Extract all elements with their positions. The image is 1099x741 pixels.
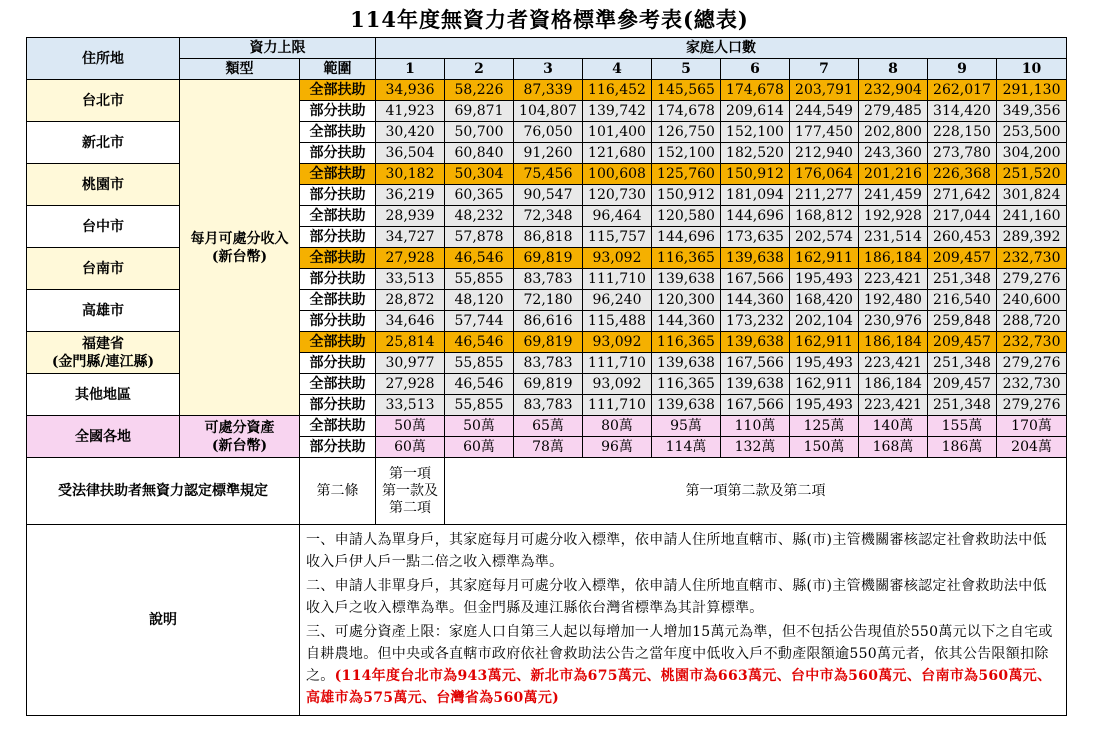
income-limit-value: 100,608 <box>583 164 652 185</box>
income-limit-value: 217,044 <box>928 206 997 227</box>
income-limit-value: 349,356 <box>997 101 1067 122</box>
income-limit-value: 232,730 <box>997 374 1067 395</box>
income-limit-value: 162,911 <box>790 332 859 353</box>
income-limit-value: 232,904 <box>859 80 928 101</box>
income-limit-value: 279,276 <box>997 269 1067 290</box>
income-limit-value: 69,871 <box>445 101 514 122</box>
income-limit-value: 27,928 <box>376 374 445 395</box>
income-limit-value: 46,546 <box>445 248 514 269</box>
income-limit-value: 228,150 <box>928 122 997 143</box>
household-count-header: 4 <box>583 59 652 80</box>
income-limit-value: 30,420 <box>376 122 445 143</box>
income-limit-value: 34,936 <box>376 80 445 101</box>
asset-limit-value: 60萬 <box>376 437 445 458</box>
scope-label: 全部扶助 <box>300 332 376 353</box>
law-clause-line: 第二項 <box>389 499 431 516</box>
income-limit-value: 58,226 <box>445 80 514 101</box>
income-limit-value: 93,092 <box>583 374 652 395</box>
income-limit-value: 186,184 <box>859 248 928 269</box>
scope-label: 部分扶助 <box>300 185 376 206</box>
income-limit-value: 209,614 <box>721 101 790 122</box>
asset-limit-value: 65萬 <box>514 416 583 437</box>
income-limit-value: 150,912 <box>721 164 790 185</box>
header-household: 家庭人口數 <box>376 38 1067 59</box>
scope-label: 全部扶助 <box>300 416 376 437</box>
income-limit-value: 251,520 <box>997 164 1067 185</box>
household-count-header: 5 <box>652 59 721 80</box>
income-limit-value: 36,219 <box>376 185 445 206</box>
income-limit-value: 244,549 <box>790 101 859 122</box>
scope-label: 部分扶助 <box>300 353 376 374</box>
region-name-line: 台南市 <box>82 260 124 277</box>
law-article-2: 第二條 <box>300 458 376 525</box>
income-limit-value: 279,485 <box>859 101 928 122</box>
income-limit-value: 50,304 <box>445 164 514 185</box>
income-limit-value: 203,791 <box>790 80 859 101</box>
income-limit-value: 72,348 <box>514 206 583 227</box>
income-limit-value: 48,232 <box>445 206 514 227</box>
income-limit-value: 111,710 <box>583 395 652 416</box>
income-limit-value: 271,642 <box>928 185 997 206</box>
note-3 <box>306 621 1060 709</box>
income-limit-value: 48,120 <box>445 290 514 311</box>
income-limit-value: 96,240 <box>583 290 652 311</box>
income-limit-value: 195,493 <box>790 269 859 290</box>
income-limit-value: 116,365 <box>652 332 721 353</box>
page-title: 114年度無資力者資格標準參考表(總表) <box>350 7 749 32</box>
scope-label: 全部扶助 <box>300 206 376 227</box>
scope-label: 全部扶助 <box>300 122 376 143</box>
region-name-line: 其他地區 <box>75 386 131 403</box>
law-clause-line: 第一款及 <box>382 482 438 499</box>
asset-region-name: 全國各地 <box>27 416 180 458</box>
household-count-header: 7 <box>790 59 859 80</box>
income-limit-value: 57,744 <box>445 311 514 332</box>
income-type-line: 每月可處分收入 <box>190 230 289 247</box>
region-name-line: 新北市 <box>82 134 124 151</box>
scope-label: 全部扶助 <box>300 248 376 269</box>
income-limit-value: 144,360 <box>721 290 790 311</box>
income-limit-value: 253,500 <box>997 122 1067 143</box>
income-limit-value: 279,276 <box>997 353 1067 374</box>
income-limit-value: 251,348 <box>928 353 997 374</box>
income-limit-value: 232,730 <box>997 332 1067 353</box>
income-limit-value: 202,800 <box>859 122 928 143</box>
income-limit-value: 96,464 <box>583 206 652 227</box>
income-limit-value: 152,100 <box>721 122 790 143</box>
income-limit-value: 139,638 <box>721 374 790 395</box>
household-count-header: 9 <box>928 59 997 80</box>
income-limit-value: 260,453 <box>928 227 997 248</box>
income-limit-value: 126,750 <box>652 122 721 143</box>
income-limit-value: 262,017 <box>928 80 997 101</box>
income-limit-value: 104,807 <box>514 101 583 122</box>
income-limit-value: 139,742 <box>583 101 652 122</box>
region-name-line: 台北市 <box>82 92 124 109</box>
asset-limit-value: 50萬 <box>445 416 514 437</box>
income-limit-value: 86,818 <box>514 227 583 248</box>
notes-label: 說明 <box>27 525 300 716</box>
scope-label: 部分扶助 <box>300 395 376 416</box>
income-limit-value: 75,456 <box>514 164 583 185</box>
notes-row <box>27 525 1067 716</box>
table-row <box>27 80 1067 101</box>
asset-limit-value: 125萬 <box>790 416 859 437</box>
income-limit-value: 202,104 <box>790 311 859 332</box>
income-limit-value: 232,730 <box>997 248 1067 269</box>
region-name-line: 福建省 <box>82 335 124 352</box>
header-scope: 範圍 <box>300 59 376 80</box>
income-limit-value: 83,783 <box>514 269 583 290</box>
income-limit-value: 181,094 <box>721 185 790 206</box>
income-limit-value: 57,878 <box>445 227 514 248</box>
household-count-header: 1 <box>376 59 445 80</box>
income-limit-value: 25,814 <box>376 332 445 353</box>
law-clause-line: 第一項 <box>389 465 431 482</box>
household-count-header: 8 <box>859 59 928 80</box>
income-limit-value: 30,977 <box>376 353 445 374</box>
income-limit-value: 93,092 <box>583 332 652 353</box>
income-limit-value: 101,400 <box>583 122 652 143</box>
income-limit-value: 162,911 <box>790 374 859 395</box>
income-type-cell <box>180 80 300 416</box>
income-limit-value: 144,360 <box>652 311 721 332</box>
income-limit-value: 120,730 <box>583 185 652 206</box>
income-limit-value: 226,368 <box>928 164 997 185</box>
income-limit-value: 36,504 <box>376 143 445 164</box>
law-clause-2: 第一項第二款及第二項 <box>445 458 1067 525</box>
income-limit-value: 55,855 <box>445 395 514 416</box>
region-name-line: 高雄市 <box>82 302 124 319</box>
asset-limit-value: 132萬 <box>721 437 790 458</box>
income-limit-value: 116,365 <box>652 374 721 395</box>
income-limit-value: 167,566 <box>721 353 790 374</box>
income-limit-value: 314,420 <box>928 101 997 122</box>
income-limit-value: 251,348 <box>928 395 997 416</box>
income-limit-value: 50,700 <box>445 122 514 143</box>
income-limit-value: 60,365 <box>445 185 514 206</box>
income-limit-value: 46,546 <box>445 374 514 395</box>
notes-text <box>300 525 1067 716</box>
income-limit-value: 223,421 <box>859 353 928 374</box>
income-limit-value: 150,912 <box>652 185 721 206</box>
asset-limit-value: 114萬 <box>652 437 721 458</box>
region-name <box>27 164 180 206</box>
income-limit-value: 230,976 <box>859 311 928 332</box>
asset-limit-value: 140萬 <box>859 416 928 437</box>
asset-limit-value: 60萬 <box>445 437 514 458</box>
income-limit-value: 115,757 <box>583 227 652 248</box>
income-limit-value: 162,911 <box>790 248 859 269</box>
scope-label: 全部扶助 <box>300 164 376 185</box>
scope-label: 部分扶助 <box>300 311 376 332</box>
income-limit-value: 125,760 <box>652 164 721 185</box>
income-limit-value: 209,457 <box>928 332 997 353</box>
income-limit-value: 115,488 <box>583 311 652 332</box>
income-limit-value: 116,365 <box>652 248 721 269</box>
income-limit-value: 301,824 <box>997 185 1067 206</box>
income-limit-value: 33,513 <box>376 395 445 416</box>
scope-label: 全部扶助 <box>300 80 376 101</box>
income-limit-value: 28,872 <box>376 290 445 311</box>
income-limit-value: 46,546 <box>445 332 514 353</box>
asset-limit-value: 150萬 <box>790 437 859 458</box>
income-limit-value: 192,480 <box>859 290 928 311</box>
region-name <box>27 290 180 332</box>
income-limit-value: 145,565 <box>652 80 721 101</box>
income-limit-value: 174,678 <box>652 101 721 122</box>
income-limit-value: 216,540 <box>928 290 997 311</box>
income-limit-value: 202,574 <box>790 227 859 248</box>
income-limit-value: 69,819 <box>514 248 583 269</box>
asset-limit-value: 170萬 <box>997 416 1067 437</box>
income-limit-value: 55,855 <box>445 353 514 374</box>
asset-type-cell <box>180 416 300 458</box>
note-1: 一、申請人為單身戶，其家庭每月可處分收入標準，依申請人住所地直轄市、縣(市)主管機關審核認定社會救助法中低收入戶伊人戶一點二倍之收入標準為準。 <box>306 532 1047 570</box>
income-limit-value: 90,547 <box>514 185 583 206</box>
income-limit-value: 139,638 <box>721 248 790 269</box>
income-limit-value: 69,819 <box>514 374 583 395</box>
income-limit-value: 174,678 <box>721 80 790 101</box>
income-limit-value: 34,646 <box>376 311 445 332</box>
income-limit-value: 139,638 <box>652 353 721 374</box>
income-limit-value: 288,720 <box>997 311 1067 332</box>
income-limit-value: 241,459 <box>859 185 928 206</box>
region-name <box>27 374 180 416</box>
income-limit-value: 34,727 <box>376 227 445 248</box>
income-limit-value: 30,182 <box>376 164 445 185</box>
income-limit-value: 273,780 <box>928 143 997 164</box>
header-location: 住所地 <box>27 38 180 80</box>
income-limit-value: 173,635 <box>721 227 790 248</box>
income-limit-value: 304,200 <box>997 143 1067 164</box>
asset-limit-value: 96萬 <box>583 437 652 458</box>
income-limit-value: 41,923 <box>376 101 445 122</box>
income-limit-value: 33,513 <box>376 269 445 290</box>
law-row <box>27 458 1067 525</box>
income-limit-value: 186,184 <box>859 332 928 353</box>
income-limit-value: 111,710 <box>583 353 652 374</box>
income-limit-value: 167,566 <box>721 395 790 416</box>
income-limit-value: 83,783 <box>514 395 583 416</box>
income-limit-value: 83,783 <box>514 353 583 374</box>
income-limit-value: 93,092 <box>583 248 652 269</box>
income-limit-value: 279,276 <box>997 395 1067 416</box>
income-limit-value: 120,580 <box>652 206 721 227</box>
income-limit-value: 116,452 <box>583 80 652 101</box>
income-limit-value: 27,928 <box>376 248 445 269</box>
income-limit-value: 144,696 <box>721 206 790 227</box>
income-limit-value: 121,680 <box>583 143 652 164</box>
income-limit-value: 168,420 <box>790 290 859 311</box>
asset-type-line: 可處分資產 <box>204 419 275 436</box>
income-limit-value: 223,421 <box>859 269 928 290</box>
income-limit-value: 201,216 <box>859 164 928 185</box>
income-limit-value: 195,493 <box>790 395 859 416</box>
income-limit-value: 223,421 <box>859 395 928 416</box>
asset-limit-value: 168萬 <box>859 437 928 458</box>
income-limit-value: 139,638 <box>721 332 790 353</box>
asset-limit-value: 204萬 <box>997 437 1067 458</box>
asset-limit-value: 78萬 <box>514 437 583 458</box>
income-limit-value: 72,180 <box>514 290 583 311</box>
income-limit-value: 173,232 <box>721 311 790 332</box>
region-name <box>27 122 180 164</box>
asset-limit-value: 50萬 <box>376 416 445 437</box>
income-limit-value: 186,184 <box>859 374 928 395</box>
income-limit-value: 240,600 <box>997 290 1067 311</box>
table-row <box>27 416 1067 437</box>
header-type: 類型 <box>180 59 300 80</box>
income-limit-value: 192,928 <box>859 206 928 227</box>
income-limit-value: 60,840 <box>445 143 514 164</box>
income-limit-value: 87,339 <box>514 80 583 101</box>
income-limit-value: 167,566 <box>721 269 790 290</box>
asset-limit-value: 95萬 <box>652 416 721 437</box>
income-limit-value: 291,130 <box>997 80 1067 101</box>
scope-label: 全部扶助 <box>300 290 376 311</box>
income-limit-value: 69,819 <box>514 332 583 353</box>
scope-label: 部分扶助 <box>300 101 376 122</box>
region-name-line: (金門縣/連江縣) <box>51 353 155 370</box>
scope-label: 全部扶助 <box>300 374 376 395</box>
household-count-header: 3 <box>514 59 583 80</box>
income-type-line: (新台幣) <box>211 248 268 265</box>
asset-limit-value: 110萬 <box>721 416 790 437</box>
asset-type-line: (新台幣) <box>211 437 268 454</box>
income-limit-value: 168,812 <box>790 206 859 227</box>
income-limit-value: 111,710 <box>583 269 652 290</box>
income-limit-value: 152,100 <box>652 143 721 164</box>
region-name-line: 台中市 <box>82 218 124 235</box>
asset-limit-value: 186萬 <box>928 437 997 458</box>
income-limit-value: 209,457 <box>928 374 997 395</box>
income-limit-value: 209,457 <box>928 248 997 269</box>
income-limit-value: 176,064 <box>790 164 859 185</box>
income-limit-value: 28,939 <box>376 206 445 227</box>
income-limit-value: 120,300 <box>652 290 721 311</box>
household-count-header: 10 <box>997 59 1067 80</box>
household-count-header: 2 <box>445 59 514 80</box>
income-limit-value: 243,360 <box>859 143 928 164</box>
law-label: 受法律扶助者無資力認定標準規定 <box>27 458 300 525</box>
header-resource-limit: 資力上限 <box>180 38 376 59</box>
income-limit-value: 289,392 <box>997 227 1067 248</box>
income-limit-value: 76,050 <box>514 122 583 143</box>
region-name <box>27 80 180 122</box>
scope-label: 部分扶助 <box>300 227 376 248</box>
scope-label: 部分扶助 <box>300 437 376 458</box>
income-limit-value: 91,260 <box>514 143 583 164</box>
income-limit-value: 182,520 <box>721 143 790 164</box>
income-limit-value: 231,514 <box>859 227 928 248</box>
region-name <box>27 332 180 374</box>
income-limit-value: 139,638 <box>652 269 721 290</box>
note-3-red-text: (114年度台北市為943萬元、新北市為675萬元、桃園市為663萬元、台中市為560萬元、台南市為560萬元、高雄市為575萬元、台灣省為560萬元) <box>306 668 1052 706</box>
law-clause-1 <box>376 458 445 525</box>
note-3-text: 三、可處分資產上限：家庭人口自第三人起以每增加一人增加15萬元為準，但不包括公告現值於550萬元以下之自宅或自耕農地。但中央或各直轄市政府依社會救助法公告之當年度中低收入戶不動產限額逾550萬元者，依其公告限額扣除之。 <box>306 624 1053 684</box>
income-limit-value: 86,616 <box>514 311 583 332</box>
income-limit-value: 195,493 <box>790 353 859 374</box>
income-limit-value: 144,696 <box>652 227 721 248</box>
income-limit-value: 55,855 <box>445 269 514 290</box>
income-limit-value: 259,848 <box>928 311 997 332</box>
scope-label: 部分扶助 <box>300 143 376 164</box>
asset-limit-value: 155萬 <box>928 416 997 437</box>
standards-table <box>26 37 1067 716</box>
income-limit-value: 139,638 <box>652 395 721 416</box>
region-name-line: 桃園市 <box>82 176 124 193</box>
region-name <box>27 206 180 248</box>
income-limit-value: 241,160 <box>997 206 1067 227</box>
region-name <box>27 248 180 290</box>
scope-label: 部分扶助 <box>300 269 376 290</box>
income-limit-value: 211,277 <box>790 185 859 206</box>
note-2: 二、申請人非單身戶，其家庭每月可處分收入標準，依申請人住所地直轄市、縣(市)主管機關審核認定社會救助法中低收入戶之收入標準為準。但金門縣及連江縣依台灣省標準為其計算標準。 <box>306 578 1047 616</box>
income-limit-value: 251,348 <box>928 269 997 290</box>
income-limit-value: 177,450 <box>790 122 859 143</box>
household-count-header: 6 <box>721 59 790 80</box>
income-limit-value: 212,940 <box>790 143 859 164</box>
asset-limit-value: 80萬 <box>583 416 652 437</box>
